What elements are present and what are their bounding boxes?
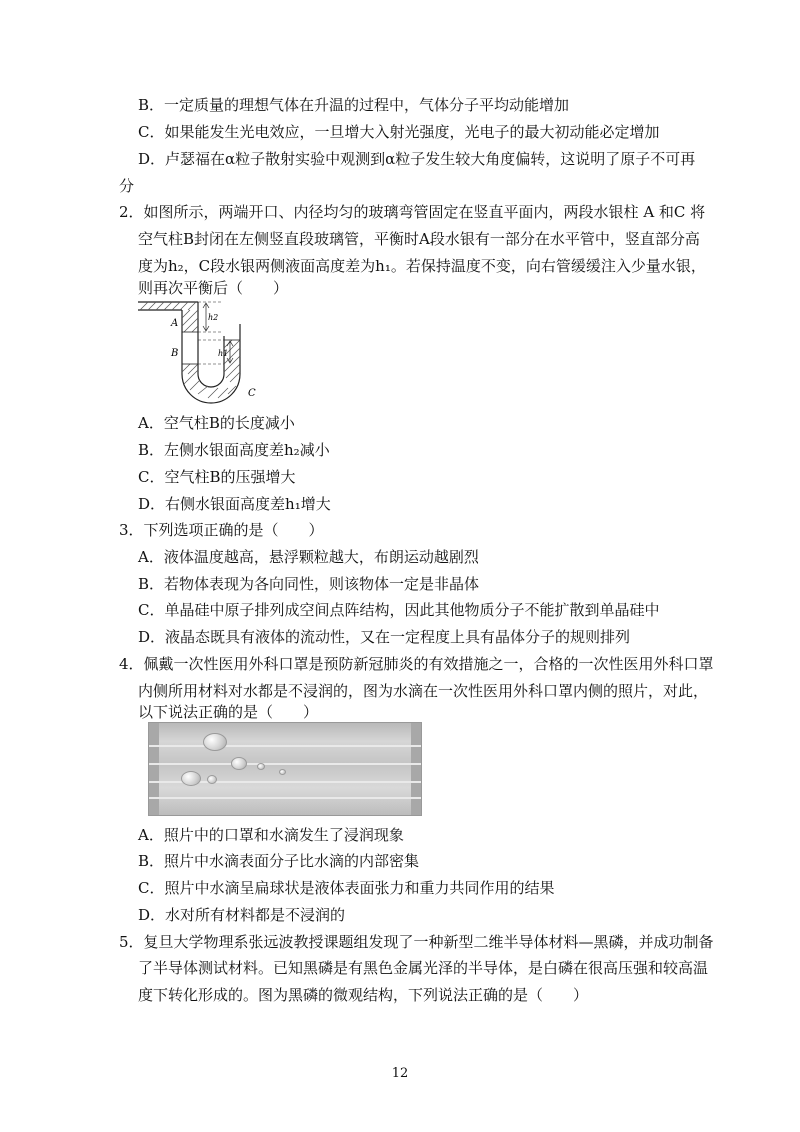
line-1d-cont: 分 <box>119 177 135 195</box>
q2-stem-1: 2．如图所示，两端开口、内径均匀的玻璃弯管固定在竖直平面内，两段水银柱 A 和C 将 <box>119 203 706 221</box>
q5-stem-1: 5．复旦大学物理系张远波教授课题组发现了一种新型二维半导体材料—黑磷，并成功制备 <box>119 933 714 951</box>
q4-option-d: D．水对所有材料都是不浸润的 <box>138 906 346 924</box>
q2-stem-3: 度为h₂，C段水银两侧液面高度差为h₁。若保持温度不变，向右管缓缓注入少量水银， <box>138 257 706 275</box>
label-a: A <box>171 318 179 329</box>
q2-stem-2: 空气柱B封闭在左侧竖直段玻璃管，平衡时A段水银有一部分在水平管中，竖直部分高 <box>138 230 700 248</box>
mask-water-drop-photo <box>148 722 422 816</box>
q3-option-b: B．若物体表现为各向同性，则该物体一定是非晶体 <box>138 575 480 593</box>
q4-option-b: B．照片中水滴表面分子比水滴的内部密集 <box>138 852 420 870</box>
q3-stem: 3．下列选项正确的是（ ） <box>119 521 324 539</box>
page-number: 12 <box>391 1066 409 1081</box>
q2-stem-4: 则再次平衡后（ ） <box>138 279 289 297</box>
u-tube-diagram <box>138 296 288 404</box>
q2-option-c: C．空气柱B的压强增大 <box>138 468 296 486</box>
label-b: B <box>171 348 179 359</box>
q4-option-c: C．照片中水滴呈扁球状是液体表面张力和重力共同作用的结果 <box>138 879 555 897</box>
q4-stem-1: 4．佩戴一次性医用外科口罩是预防新冠肺炎的有效措施之一，合格的一次性医用外科口罩 <box>119 655 714 673</box>
q4-stem-3: 以下说法正确的是（ ） <box>138 703 319 721</box>
q5-stem-3: 度下转化形成的。图为黑磷的微观结构，下列说法正确的是（ ） <box>138 986 589 1004</box>
line-1b: B．一定质量的理想气体在升温的过程中，气体分子平均动能增加 <box>138 96 570 114</box>
line-1d: D．卢瑟福在α粒子散射实验中观测到α粒子发生较大角度偏转，这说明了原子不可再 <box>138 150 696 168</box>
q3-option-d: D．液晶态既具有液体的流动性，又在一定程度上具有晶体分子的规则排列 <box>138 628 631 646</box>
q4-option-a: A．照片中的口罩和水滴发生了浸润现象 <box>138 826 404 844</box>
q4-stem-2: 内侧所用材料对水都是不浸润的，图为水滴在一次性医用外科口罩内侧的照片，对此， <box>138 682 709 700</box>
q2-option-d: D．右侧水银面高度差h₁增大 <box>138 495 331 513</box>
label-h1: h1 <box>218 349 229 358</box>
label-h2: h2 <box>208 313 219 322</box>
q5-stem-2: 了半导体测试材料。已知黑磷是有黑色金属光泽的半导体，是白磷在很高压强和较高温 <box>138 959 709 977</box>
line-1c: C．如果能发生光电效应，一旦增大入射光强度，光电子的最大初动能必定增加 <box>138 123 660 141</box>
label-c: C <box>248 388 256 399</box>
q3-option-c: C．单晶硅中原子排列成空间点阵结构，因此其他物质分子不能扩散到单晶硅中 <box>138 601 660 619</box>
q3-option-a: A．液体温度越高，悬浮颗粒越大，布朗运动越剧烈 <box>138 548 479 566</box>
q2-option-b: B．左侧水银面高度差h₂减小 <box>138 441 330 459</box>
q2-option-a: A．空气柱B的长度减小 <box>138 414 295 432</box>
